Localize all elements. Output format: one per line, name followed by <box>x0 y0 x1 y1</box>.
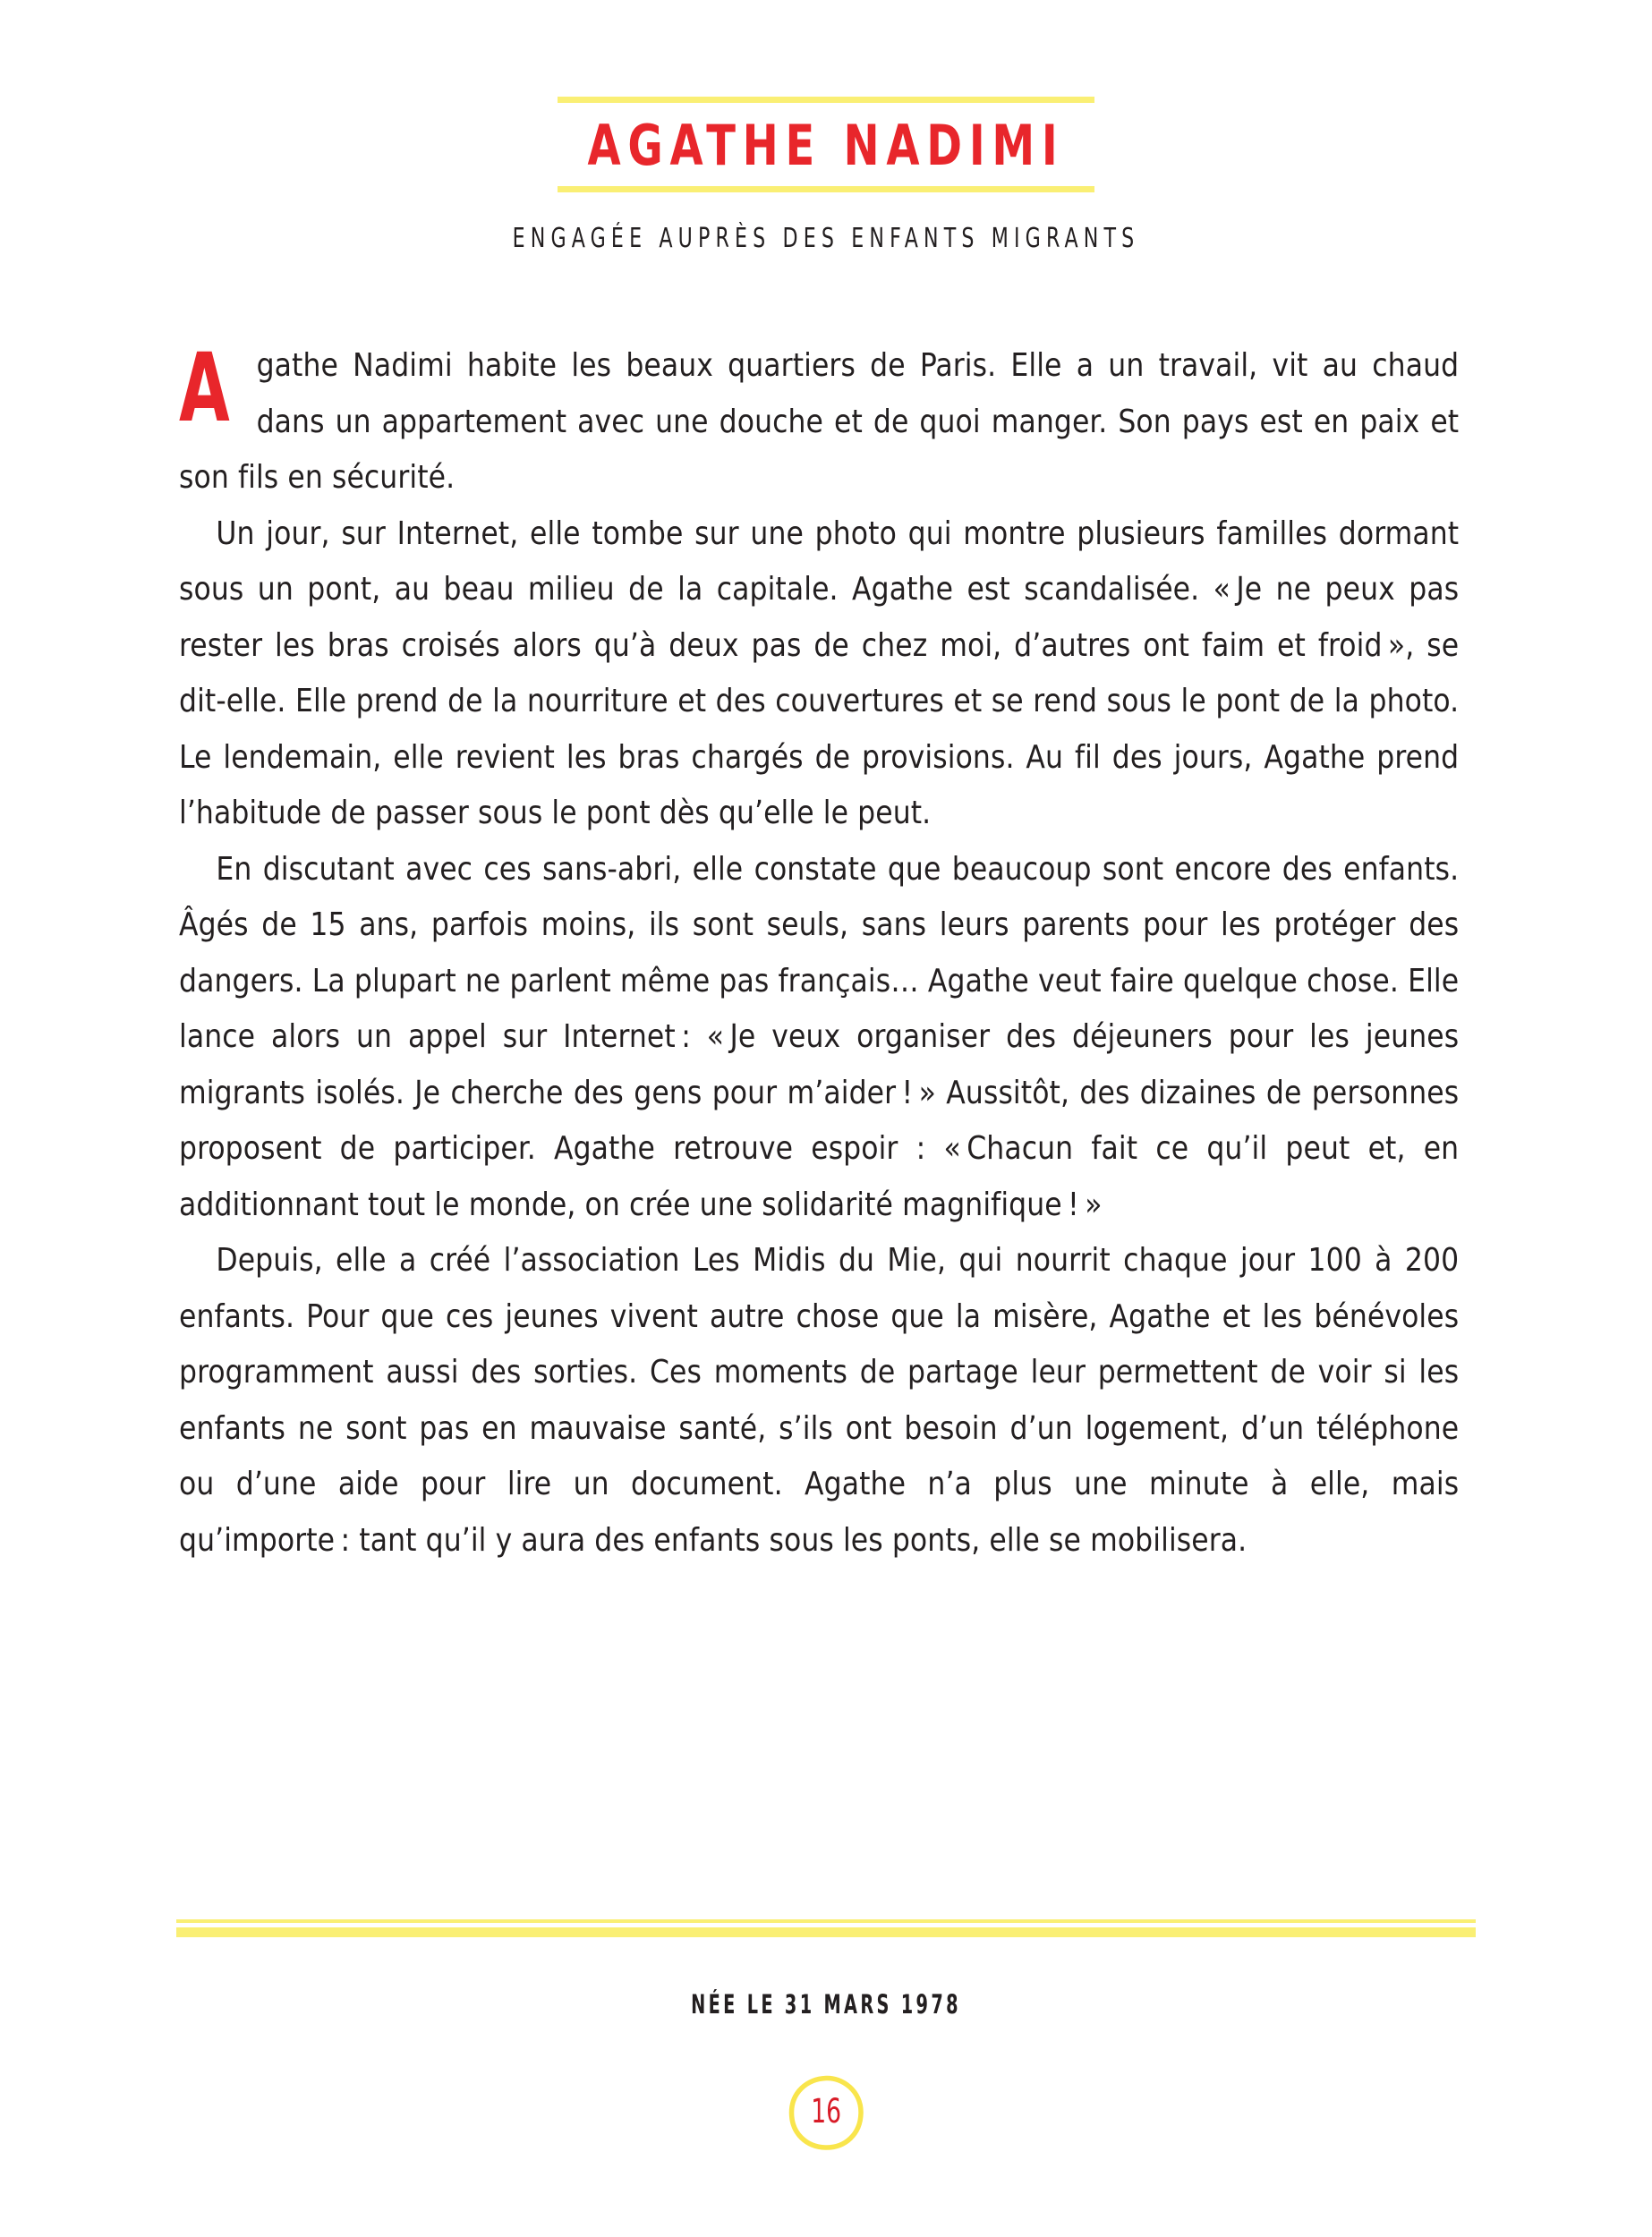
paragraph-4: Depuis, elle a créé l’association Les Midis du Mie, qui nourrit chaque jour 100 à 200 enfants. Pour que ces jeunes vivent autre chose que la misère, Agathe et les bénévoles programment aussi des sorties. Ces moments de partage leur permettent de voir si les enfants ne sont pas en mauvaise santé, s’ils ont besoin d’un logement, d’un téléphone ou d’une aide pour lire un document. Agathe n’a plus une minute à elle, mais qu’importe : tant qu’il y aura des enfants sous les ponts, elle se mobilisera. <box>179 1242 1460 1559</box>
title-rule-top <box>558 97 1094 103</box>
paragraph-2: Un jour, sur Internet, elle tombe sur une photo qui montre plusieurs familles dormant sous un pont, au beau milieu de la capitale. Agathe est scandalisée. « Je ne peux pas rester les bras croisés alors qu’à deux pas de chez moi, d’autres ont faim et froid », se dit-elle. Elle prend de la nourriture et des couvertures et se rend sous le pont de la photo. Le lendemain, elle revient les bras chargés de provisions. Au fil des jours, Agathe prend l’habitude de passer sous le pont dès qu’elle le peut. <box>179 515 1460 831</box>
page-number: 16 <box>811 2092 841 2131</box>
article-header <box>0 97 1652 254</box>
birthdate-label: NÉE LE 31 MARS 1978 <box>691 1989 961 2020</box>
title-rule-bottom <box>558 186 1094 192</box>
footer-rule-thick <box>176 1927 1476 1937</box>
article-body <box>179 333 1478 1569</box>
paragraph-1-text: gathe Nadimi habite les beaux quartiers de Paris. Elle a un travail, vit au chaud dans un appartement avec une douche et de quoi manger. Son pays est en paix et son fils en sécurité. <box>179 347 1460 496</box>
paragraph-1 <box>179 333 1460 506</box>
page-number-container <box>0 2071 1652 2154</box>
page-subtitle: ENGAGÉE AUPRÈS DES ENFANTS MIGRANTS <box>512 223 1140 255</box>
article-footer <box>0 1919 1652 2020</box>
page-title: AGATHE NADIMI <box>587 113 1065 178</box>
paragraph-3: En discutant avec ces sans-abri, elle constate que beaucoup sont encore des enfants. Âgés de 15 ans, parfois moins, ils sont seuls, sans leurs parents pour les protéger des dangers. La plupart ne parlent même pas français… Agathe veut faire quelque chose. Elle lance alors un appel sur Internet : « Je veux organiser des déjeuners pour les jeunes migrants isolés. Je cherche des gens pour m’aider ! » Aussitôt, des dizaines de personnes proposent de participer. Agathe retrouve espoir : « Chacun fait ce qu’il peut et, en additionnant tout le monde, on crée une solidarité magnifique ! » <box>179 850 1460 1223</box>
dropcap-letter: A <box>179 333 230 443</box>
footer-rule-thin <box>176 1919 1476 1923</box>
page-number-badge <box>785 2071 867 2154</box>
